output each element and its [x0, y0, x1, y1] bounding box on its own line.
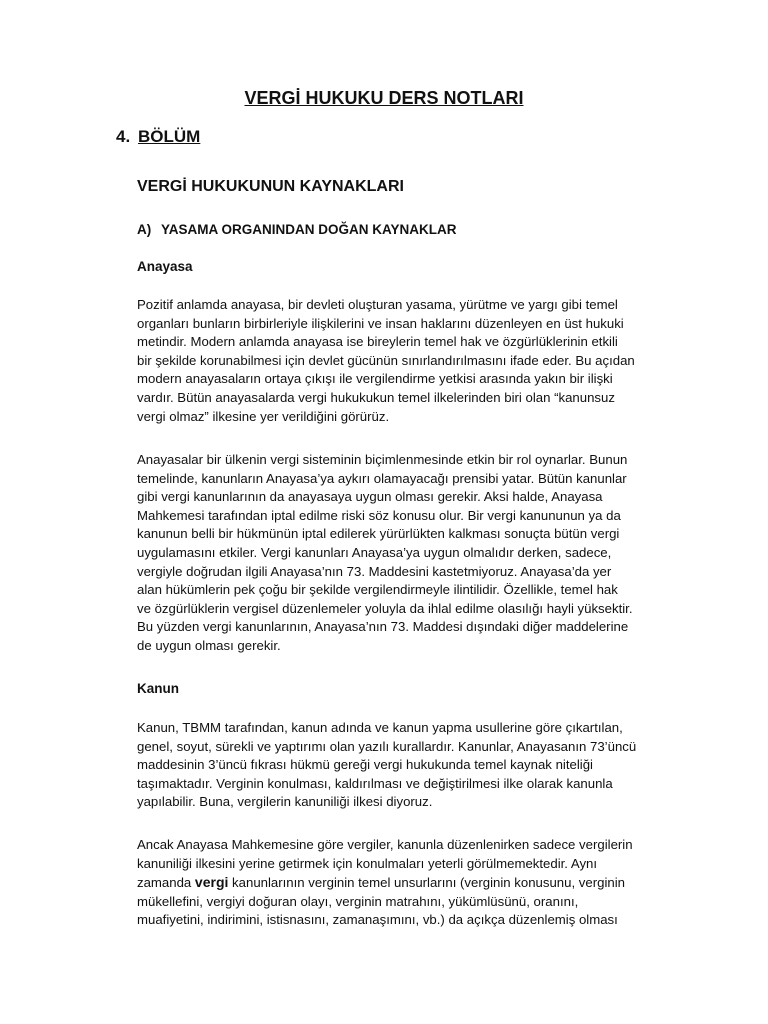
text-line: vardır. Bütün anayasalarda vergi hukukukun temel ilkelerinden biri olan “kanunsuz: [137, 389, 615, 405]
text-line: ve özgürlüklerin vergisel düzenlemeler yoluyla da ihlal edilme olasılığı hayli yüksektir.: [137, 600, 633, 616]
text-line: Bu yüzden vergi kanunlarının, Anayasa’nın 73. Maddesi dışındaki diğer maddelerine: [137, 619, 629, 635]
text-line: [137, 873, 677, 893]
paragraph-kanun-definition: [137, 719, 677, 812]
heading-anayasa: Anayasa: [137, 259, 193, 274]
text-line: organları bunların birbirleriyle ilişkilerini ve insan haklarını düzenleyen en üst hukuki: [137, 315, 624, 331]
text-line: Kanun, TBMM tarafından, kanun adında ve kanun yapma usullerine göre çıkartılan,: [137, 720, 623, 735]
text-line: maddesinin 3’üncü fıkrası hükmü gereği vergi hukukunda temel kaynak niteliği: [137, 757, 593, 773]
subsection-letter: A): [137, 222, 152, 237]
text-line: Pozitif anlamda anayasa, bir devleti oluşturan yasama, yürütme ve yargı gibi temel: [137, 297, 618, 312]
text-line: metindir. Modern anlamda anayasa ise bireylerin temel hak ve özgürlüklerinin etkili: [137, 334, 618, 350]
text-run: zamanda: [137, 875, 195, 891]
subsection-label: YASAMA ORGANINDAN DOĞAN KAYNAKLAR: [161, 222, 457, 237]
paragraph-anayasa-mahkemesi: [137, 836, 677, 930]
text-line: gibi vergi kanunlarının da anayasaya uygun olması gerekir. Aksi halde, Anayasa: [137, 489, 603, 505]
document-title: VERGİ HUKUKU DERS NOTLARI: [244, 88, 524, 108]
text-line: Ancak Anayasa Mahkemesine göre vergiler, kanunla düzenlenirken sadece vergilerin: [137, 837, 633, 852]
chapter-number: 4.: [116, 127, 131, 146]
text-line: yapılabilir. Buna, vergilerin kanuniliği ilkesi diyoruz.: [137, 794, 433, 810]
subsection-heading: [137, 222, 457, 237]
text-line: kanuniliği ilkesini yerine getirmek için konulmaları yeterli görülmemektedir. Aynı: [137, 855, 598, 871]
text-line: uygulamasını etkiler. Vergi kanunları Anayasa’ya uygun olmalıdır derken, sadece,: [137, 544, 612, 560]
text-line: vergi olmaz” ilkesine yer verildiğini görürüz.: [137, 408, 390, 424]
text-line: Anayasalar bir ülkenin vergi sisteminin biçimlenmesinde etkin bir rol oynarlar. Bunun: [137, 452, 628, 467]
text-line: alan hükümlerin pek çoğu bir şekilde vergilendirmeyle ilintilidir. Özellikle, temel hak: [137, 582, 618, 598]
text-run: kanunlarının verginin temel unsurlarını (verginin konusunu, verginin: [228, 875, 625, 891]
text-line: modern anayasaların ortaya çıkışı ile vergilendirme yetkisi arasında yakın bir ilişki: [137, 371, 613, 387]
text-line: genel, soyut, sürekli ve yaptırımı olan yazılı kurallardır. Kanunlar, Anayasanın 73’üncü: [137, 738, 637, 754]
text-line: vergiyle doğrudan ilgili Anayasa’nın 73. Maddesini kastetmiyoruz. Anayasa’da yer: [137, 563, 612, 579]
text-line: kanunun belli bir hükmünün iptal edilerek yürürlükten kalkması sonuçta bütün vergi: [137, 526, 620, 542]
chapter-heading: [116, 127, 200, 147]
bold-word: vergi: [194, 874, 229, 891]
paragraph-anayasa-role: [137, 451, 677, 656]
chapter-label: BÖLÜM: [138, 127, 201, 146]
text-line: Mahkemesi tarafından iptal edilme riski söz konusu olur. Bir vergi kanununun ya da: [137, 507, 621, 523]
text-line: temelinde, kanunların Anayasa’ya aykırı olamayacağı prensibi yatar. Bütün kanunlar: [137, 470, 627, 486]
text-line: taşımaktadır. Verginin konulması, kaldırılması ve değiştirilmesi ilke olarak kanunla: [137, 775, 613, 791]
heading-kanun: Kanun: [137, 681, 179, 696]
text-line: de uygun olması gerekir.: [137, 637, 281, 653]
section-title: VERGİ HUKUKUNUN KAYNAKLARI: [137, 178, 404, 195]
paragraph-anayasa-definition: [137, 296, 677, 426]
text-line: muafiyetini, indirimini, istisnasını, zamanaşımını, vb.) da açıkça düzenlemiş olması: [137, 912, 618, 928]
text-line: mükellefini, vergiyi doğuran olayı, verginin matrahını, yükümlüsünü, oranını,: [137, 893, 579, 909]
text-line: bir şekilde korunabilmesi için devlet gücünün sınırlandırılmasını ifade eder. Bu açıdan: [137, 352, 635, 368]
